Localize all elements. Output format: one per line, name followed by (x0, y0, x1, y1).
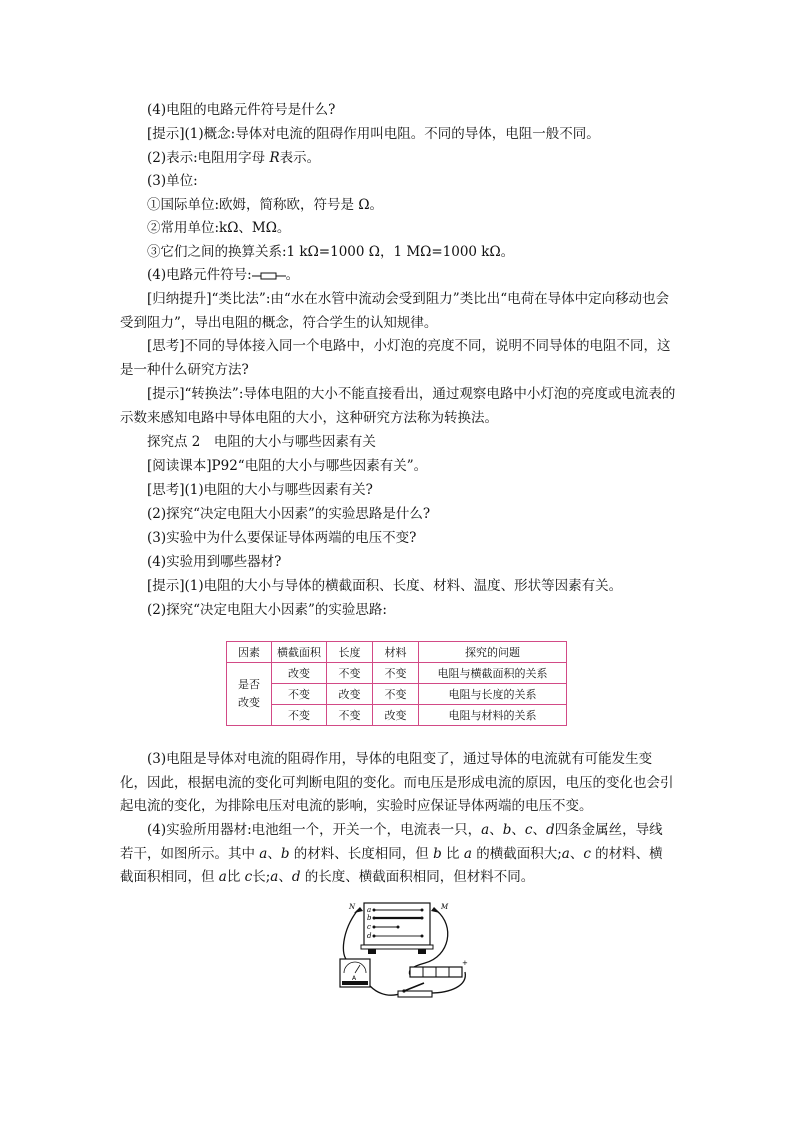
table-cell: 不变 (373, 663, 419, 684)
summary-paragraph: [归纳提升]“类比法”:由“水在水管中流动会受到阻力”类比出“电荷在导体中定向移动也会受到阻力”，导出电阻的概念，符合学生的认知规律。 (120, 291, 670, 331)
table-cell: 改变 (327, 684, 373, 705)
table-row (227, 684, 567, 705)
table-cell: 不变 (272, 684, 327, 705)
text-line: (3)单位: (147, 173, 198, 189)
table-cell: 不变 (327, 705, 373, 726)
text-line (147, 147, 676, 171)
battery-plus-label: + (462, 959, 468, 967)
text-segment: (2)表示:电阻用字母 (147, 150, 270, 166)
text-segment: 的横截面积大; (471, 845, 562, 862)
text-line: [思考](1)电阻的大小与哪些因素有关? (147, 482, 373, 498)
text-line: (4)实验用到哪些器材? (147, 554, 282, 570)
table-header-row (227, 642, 567, 663)
var-a: a (270, 869, 279, 885)
text-segment: 、 (532, 822, 546, 838)
var-a: a (218, 869, 227, 885)
ammeter-label: A (352, 975, 357, 982)
text-segment: 四条金属丝，导线若干，如图所示。其中 (120, 822, 663, 862)
table-header: 材料 (373, 642, 419, 663)
text-line: ①国际单位:欧姆，简称欧，符号是 Ω。 (147, 197, 384, 213)
question-line: (4)电阻的电路元件符号是什么? (147, 102, 336, 118)
text-segment: 的材料、长度相同，但 (289, 845, 434, 862)
ammeter-icon (340, 959, 370, 987)
text-segment: 比 (441, 845, 464, 862)
text-segment: 、 (569, 845, 584, 862)
var-d: d (545, 822, 555, 838)
table-cell: 不变 (373, 684, 419, 705)
table-cell: 电阻与材料的关系 (419, 705, 567, 726)
text-line (147, 264, 676, 288)
resistor-symbol-icon (252, 271, 286, 281)
table-header: 横截面积 (272, 642, 327, 663)
factor-table (226, 641, 567, 726)
text-line: ②常用单位:kΩ、MΩ。 (147, 220, 291, 236)
hint-line: [提示](1)概念:导体对电流的阻碍作用叫电阻。不同的导体，电阻一般不同。 (147, 126, 600, 142)
table-header: 因素 (227, 642, 272, 663)
text-line: (2)探究“决定电阻大小因素”的实验思路是什么? (147, 506, 431, 522)
section-heading: 探究点 2 电阻的大小与哪些因素有关 (147, 434, 376, 450)
wire-label-b: b (367, 914, 372, 922)
var-a: a (561, 845, 570, 862)
text-segment: 比 (226, 869, 245, 885)
var-b: b (502, 822, 512, 838)
wire-label-d: d (367, 932, 372, 940)
wire-label-a: a (367, 906, 372, 914)
row-label: 是否改变 (227, 663, 272, 726)
text-segment: 、 (267, 845, 281, 862)
text-segment: (4)电路元件符号: (147, 267, 252, 283)
think-paragraph: [思考]不同的导体接入同一个电路中，小灯泡的亮度不同，说明不同导体的电阻不同，这是一种什么研究方法? (120, 338, 671, 378)
var-c: c (583, 845, 591, 862)
var-a: a (259, 845, 268, 862)
table-header: 长度 (327, 642, 373, 663)
hint-paragraph: [提示]“转换法”:导体电阻的大小不能直接看出，通过观察电路中小灯泡的亮度或电流表的示数来感知电路中导体电阻的大小，这种研究方法称为转换法。 (120, 386, 676, 426)
table-row (227, 663, 567, 684)
switch-icon (398, 983, 432, 997)
text-segment: 、 (278, 869, 292, 885)
table-cell: 不变 (327, 663, 373, 684)
text-segment: 表示。 (279, 150, 321, 166)
text-line: (2)探究“决定电阻大小因素”的实验思路: (147, 602, 387, 618)
var-b: b (280, 845, 290, 862)
text-line: [阅读课本]P92“电阻的大小与哪些因素有关”。 (147, 458, 428, 474)
text-segment: 的材料、横截面积相同，但 (120, 845, 663, 885)
text-line: (3)实验中为什么要保证导体两端的电压不变? (147, 530, 417, 546)
table-cell: 电阻与长度的关系 (419, 684, 567, 705)
var-d: d (291, 869, 301, 885)
table-cell: 改变 (272, 663, 327, 684)
var-c: c (524, 822, 533, 838)
var-c: c (244, 869, 253, 885)
label-M: M (441, 903, 449, 911)
text-segment: 。 (285, 267, 300, 283)
var-a: a (481, 822, 490, 838)
label-N: N (349, 903, 356, 911)
table-cell: 改变 (373, 705, 419, 726)
table-row (227, 705, 567, 726)
battery-icon (410, 967, 462, 977)
wire-board (361, 903, 433, 954)
clip-N-icon (354, 907, 363, 913)
table-cell: 不变 (272, 705, 327, 726)
equipment-paragraph (120, 819, 676, 890)
text-segment: 长; (252, 869, 271, 885)
wire-left (343, 911, 357, 961)
text-segment: 的长度、横截面积相同，但材料不同。 (300, 869, 535, 885)
wire-bottom (370, 986, 402, 995)
table-header: 探究的问题 (419, 642, 567, 663)
text-line: ③它们之间的换算关系:1 kΩ=1000 Ω，1 MΩ=1000 kΩ。 (147, 244, 515, 260)
var-a: a (463, 845, 472, 862)
wire-label-c: c (367, 923, 371, 931)
symbol-R: R (269, 150, 280, 166)
var-b: b (433, 845, 442, 862)
text-segment: 、 (511, 822, 525, 838)
text-segment: 、 (489, 822, 503, 838)
explanation-paragraph: (3)电阻是导体对电流的阻碍作用，导体的电阻变了，通过导体的电流就有可能发生变化，因此，根据电流的变化可判断电阻的变化。而电压是形成电流的原因，电压的变化也会引起电流的变化，为排除电压对电流的影响，实验时应保证导体两端的电压不变。 (120, 751, 674, 814)
text-line: [提示](1)电阻的大小与导体的横截面积、长度、材料、温度、形状等因素有关。 (147, 578, 623, 594)
text-segment: (4)实验所用器材:电池组一个，开关一个，电流表一只， (147, 822, 482, 838)
circuit-figure (330, 901, 470, 1001)
table-cell: 电阻与横截面积的关系 (419, 663, 567, 684)
